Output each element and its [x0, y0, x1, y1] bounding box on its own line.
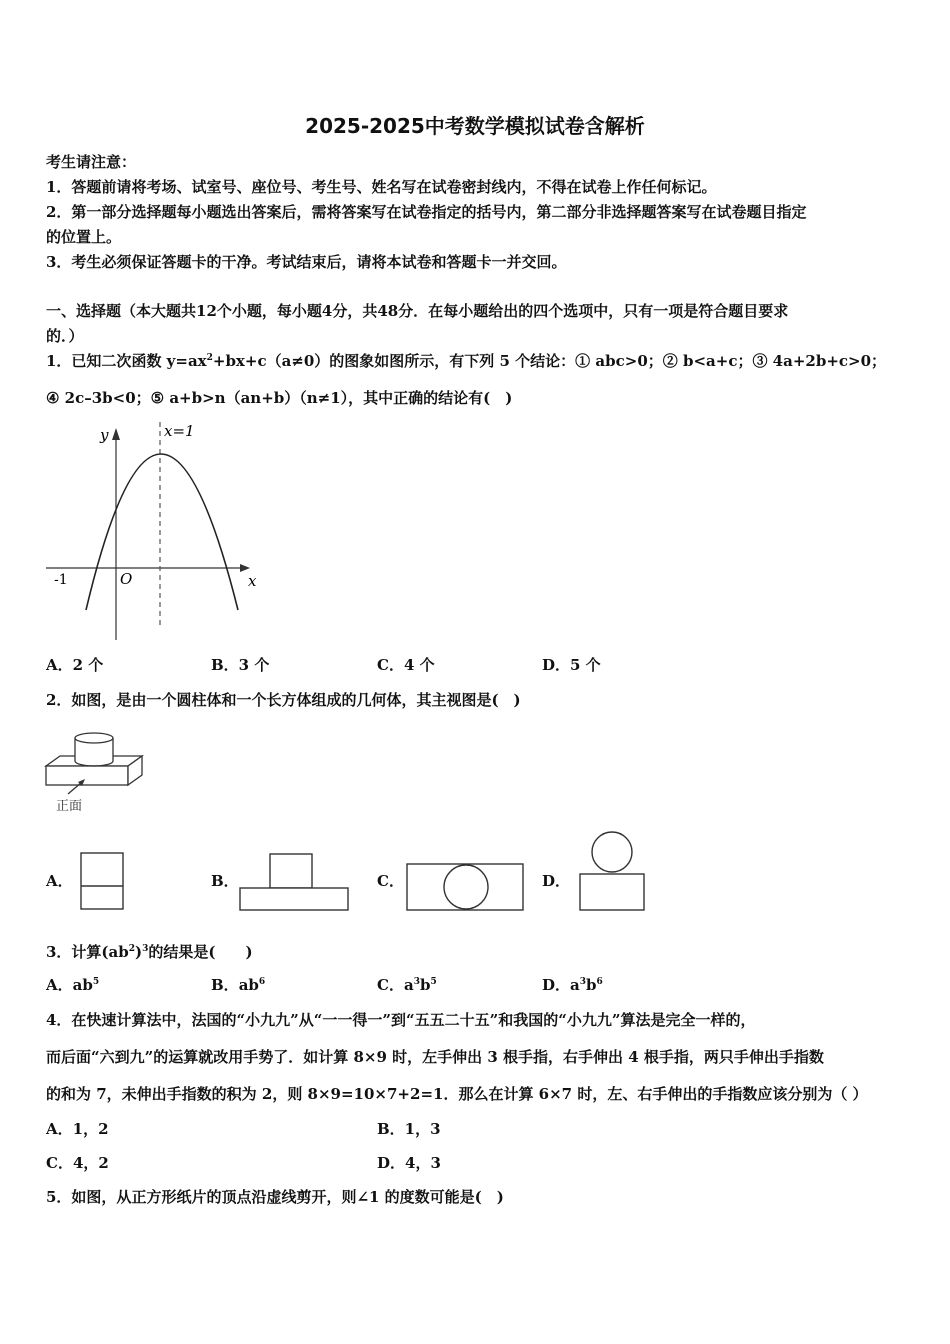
q1-stem-post: +bx+c（a≠0）的图象如图所示，有下列 5 个结论：① abc>0；② b<a+c；③ 4a+2b+c>0；: [212, 352, 887, 370]
x-axis-label: x: [248, 572, 257, 590]
page-title: 2025-2025中考数学模拟试卷含解析: [305, 114, 645, 138]
q3-option-b[interactable]: [211, 975, 265, 995]
q2-stem: 2．如图，是由一个圆柱体和一个长方体组成的几何体，其主视图是( ): [46, 691, 521, 709]
q1-parabola-graph: [40, 418, 280, 644]
q3-stem-pre: 3．计算(ab: [46, 943, 129, 961]
notice-line-2b: 的位置上。: [46, 228, 122, 246]
q3-c-base: a: [403, 976, 414, 994]
section-header-line-2: 的．）: [46, 327, 84, 345]
y-axis-label: y: [100, 426, 109, 444]
q3-stem-sup2: 3: [142, 944, 149, 954]
q3-b-base: ab: [238, 976, 259, 994]
notice-line-1: 1．答题前请将考场、试室号、座位号、考生号、姓名写在试卷密封线内，不得在试卷上作任何标记。: [46, 178, 717, 196]
neg-one-label: -1: [54, 572, 68, 588]
q3-stem-post: 的结果是( ): [148, 943, 253, 961]
q3-stem-sup1: 2: [128, 944, 136, 954]
notice-line-3: 3．考生必须保证答题卡的干净。考试结束后，请将本试卷和答题卡一并交回。: [46, 253, 567, 271]
q3-d-rest: b: [586, 976, 597, 994]
q4-option-b[interactable]: B．1，3: [377, 1120, 441, 1138]
q3-a-sup: 5: [92, 977, 100, 987]
q4-stem-line-2: 而后面“六到九”的运算就改用手势了．如计算 8×9 时，左手伸出 3 根手指，右手伸出 4 根手指，两只手伸出手指数: [46, 1048, 824, 1066]
q2-option-c-letter[interactable]: C．: [377, 872, 404, 890]
q2-option-d-figure[interactable]: [578, 831, 648, 913]
q3-stem: [46, 942, 253, 962]
q2-option-a-figure[interactable]: [80, 852, 126, 912]
q3-option-d[interactable]: [542, 975, 603, 995]
q2-option-b-figure[interactable]: [238, 853, 352, 913]
q3-c-rest: b: [419, 976, 431, 994]
q2-option-c-figure[interactable]: [405, 860, 527, 914]
q3-c-sup: 3: [413, 977, 420, 987]
section-header-line-1: 一、选择题（本大题共12个小题，每小题4分，共48分．在每小题给出的四个选项中，只有一项是符合题目要求: [46, 302, 789, 320]
q3-b-letter: B．: [211, 976, 239, 994]
x-axis-arrow: [240, 564, 250, 572]
q4-option-c[interactable]: C．4，2: [46, 1154, 109, 1172]
q3-a-base: ab: [72, 976, 93, 994]
q1-option-c[interactable]: C．4 个: [377, 656, 435, 674]
q3-d-letter: D．: [542, 976, 571, 994]
front-label: 正面: [56, 799, 83, 814]
q4-stem-line-1: 4．在快速计算法中，法国的“小九九”从“一一得一”到“五五二十五”和我国的“小九九”算法是完全一样的，: [46, 1011, 756, 1029]
q4-stem-line-3: 的和为 7，未伸出手指数的积为 2，则 8×9=10×7+2=1．那么在计算 6×7 时，左、右手伸出的手指数应该分别为（ ）: [46, 1085, 868, 1103]
q1-stem-line-2: ④ 2c–3b<0；⑤ a+b>n（an+b）（n≠1），其中正确的结论有( ): [46, 389, 513, 407]
q3-option-c[interactable]: [377, 975, 437, 995]
q3-b-sup: 6: [258, 977, 266, 987]
q4-option-d[interactable]: D．4，3: [377, 1154, 441, 1172]
notice-line-2a: 2．第一部分选择题每小题选出答案后，需将答案写在试卷指定的括号内，第二部分非选择题答案写在试卷题目指定: [46, 203, 807, 221]
q2-option-d-letter[interactable]: D．: [542, 872, 571, 890]
q1-option-b[interactable]: B．3 个: [211, 656, 270, 674]
q2-option-a-letter[interactable]: A．: [46, 872, 73, 890]
q1-option-a[interactable]: A．2 个: [46, 656, 104, 674]
y-axis-arrow: [112, 428, 120, 440]
notice-heading: 考生请注意：: [46, 153, 137, 171]
q2-option-b-letter[interactable]: B．: [211, 872, 239, 890]
q3-stem-mid: ): [135, 943, 143, 961]
origin-label: O: [120, 570, 133, 588]
q1-stem-pre: 1．已知二次函数 y=ax: [46, 352, 207, 370]
q3-d-base: a: [570, 976, 580, 994]
q3-option-a[interactable]: [46, 975, 99, 995]
q5-stem: 5．如图，从正方形纸片的顶点沿虚线剪开，则∠1 的度数可能是( ): [46, 1188, 504, 1206]
q3-c-letter: C．: [377, 976, 404, 994]
q3-d-sup: 3: [579, 977, 587, 987]
symmetry-axis-label: x=1: [164, 422, 195, 440]
q3-d-sup2: 6: [596, 977, 603, 987]
q4-option-a[interactable]: A．1，2: [46, 1120, 109, 1138]
q1-option-d[interactable]: D．5 个: [542, 656, 601, 674]
q2-solid-figure: [42, 726, 152, 818]
q1-stem-sup: 2: [206, 353, 213, 363]
q3-a-letter: A．: [46, 976, 73, 994]
parabola-curve: [86, 454, 238, 610]
q3-c-sup2: 5: [430, 977, 437, 987]
q1-stem-line-1: [46, 351, 886, 371]
